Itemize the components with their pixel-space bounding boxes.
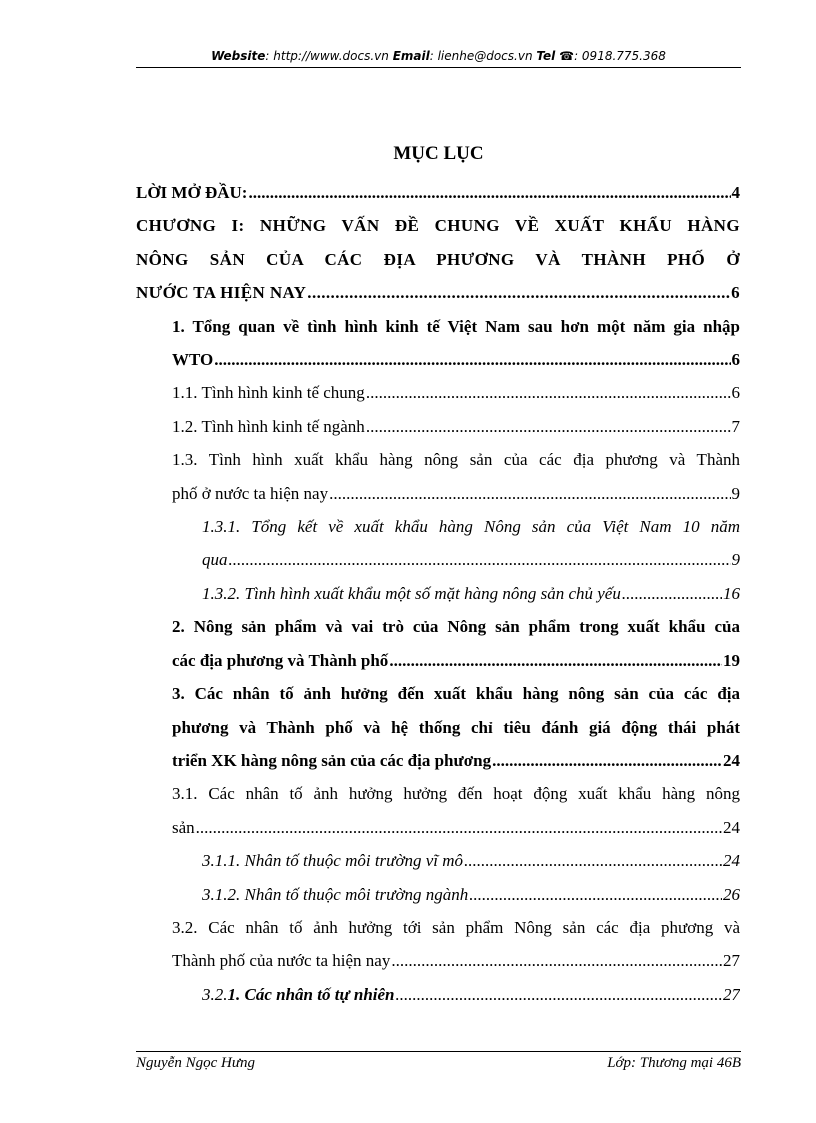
toc-entry-page: 6 <box>731 350 740 370</box>
toc-entry-text: LỜI MỞ ĐẦU: <box>136 183 248 202</box>
toc-entry-text: NƯỚC TA HIỆN NAY <box>136 283 307 303</box>
toc-entry[interactable] <box>136 410 740 443</box>
tel-value: : 0918.775.368 <box>574 49 666 63</box>
page-title: MỤC LỤC <box>393 143 484 164</box>
toc-entry-text: các địa phương và Thành phố <box>172 650 389 670</box>
toc-entry[interactable] <box>136 944 740 977</box>
toc-entry-line[interactable]: 3.2. Các nhân tố ảnh hưởng tới sản phẩm Nông sản các địa phương và <box>172 917 740 937</box>
toc-entry-page: 16 <box>723 583 740 603</box>
toc-entry[interactable] <box>136 376 740 409</box>
toc-entry-text: sản <box>172 817 195 837</box>
email-label: Email <box>392 49 430 63</box>
toc-entry-line[interactable]: 1.3. Tình hình xuất khẩu hàng nông sản của các địa phương và Thành <box>172 450 740 470</box>
toc-entry-line[interactable]: 3. Các nhân tố ảnh hưởng đến xuất khẩu hàng nông sản của các địa <box>172 684 740 704</box>
toc-entry-page: 9 <box>731 483 740 503</box>
toc-entry[interactable] <box>136 543 740 576</box>
toc-entry[interactable] <box>136 744 740 777</box>
page-footer <box>136 1055 741 1072</box>
toc-entry[interactable] <box>136 343 740 376</box>
toc-entry-page: 19 <box>723 650 740 670</box>
toc-entry-prefix: 3.2. <box>202 984 228 1004</box>
website-value: : http://www.docs.vn <box>265 49 389 63</box>
toc-entry-page: 6 <box>731 383 740 403</box>
toc-entry-line[interactable]: CHƯƠNG I: NHỮNG VẤN ĐỀ CHUNG VỀ XUẤT KHẨU HÀNG <box>136 216 740 236</box>
toc-entry[interactable] <box>136 811 740 844</box>
toc-entry-text: WTO <box>172 350 214 370</box>
toc-entry-line[interactable]: NÔNG SẢN CỦA CÁC ĐỊA PHƯƠNG VÀ THÀNH PHỐ Ở <box>136 249 740 269</box>
toc-entry[interactable] <box>136 978 740 1011</box>
toc-entry-line[interactable]: phương và Thành phố và hệ thống chỉ tiêu đánh giá động thái phát <box>172 717 740 737</box>
toc-entry-text: Thành phố của nước ta hiện nay <box>172 951 391 971</box>
toc-entry-page: 27 <box>723 951 740 971</box>
toc-entry-page: 26 <box>723 884 740 904</box>
toc-entry-text: 1.2. Tình hình kinh tế ngành <box>172 416 365 436</box>
email-value: : lienhe@docs.vn <box>429 49 533 63</box>
toc-entry[interactable] <box>136 276 740 309</box>
website-label: Website <box>211 49 266 63</box>
table-of-contents <box>136 176 740 1011</box>
toc-entry-text: 1.1. Tình hình kinh tế chung <box>172 383 365 403</box>
tel-label: Tel <box>536 49 556 63</box>
toc-entry-line[interactable]: 1.3.1. Tổng kết về xuất khẩu hàng Nông sản của Việt Nam 10 năm <box>202 517 740 537</box>
page-header <box>136 46 741 68</box>
footer-class: Lớp: Thương mại 46B <box>607 1055 741 1071</box>
toc-entry-text: triển XK hàng nông sản của các địa phương <box>172 750 492 770</box>
toc-entry-bold-text: 1. Các nhân tố tự nhiên <box>227 984 395 1004</box>
toc-entry-page: 24 <box>723 817 740 837</box>
toc-entry-text: 1.3.2. Tình hình xuất khẩu một số mặt hàng nông sản chủ yếu <box>202 583 621 603</box>
toc-entry-text: 3.1.1. Nhân tố thuộc môi trường vĩ mô <box>202 851 464 871</box>
toc-entry-page: 4 <box>731 183 740 202</box>
toc-entry-page: 6 <box>731 283 740 303</box>
phone-icon: ☎ <box>559 49 575 63</box>
footer-divider <box>136 1051 741 1052</box>
toc-entry[interactable] <box>136 644 740 677</box>
toc-entry-page: 24 <box>723 750 740 770</box>
toc-entry[interactable] <box>136 577 740 610</box>
toc-entry-page: 27 <box>723 984 740 1004</box>
toc-entry[interactable] <box>136 844 740 877</box>
toc-entry[interactable] <box>136 176 740 209</box>
toc-entry-text: phố ở nước ta hiện nay <box>172 483 329 503</box>
toc-entry[interactable] <box>136 878 740 911</box>
toc-entry-text: qua <box>202 550 228 570</box>
toc-entry-page: 24 <box>723 851 740 871</box>
toc-entry-line[interactable]: 1. Tổng quan về tình hình kinh tế Việt Nam sau hơn một năm gia nhập <box>172 316 740 336</box>
toc-entry-page: 9 <box>731 550 740 570</box>
toc-entry-line[interactable]: 3.1. Các nhân tố ảnh hưởng hưởng đến hoạt động xuất khẩu hàng nông <box>172 784 740 804</box>
footer-author: Nguyễn Ngọc Hưng <box>136 1055 255 1071</box>
toc-entry[interactable] <box>136 477 740 510</box>
toc-entry-line[interactable]: 2. Nông sản phẩm và vai trò của Nông sản phẩm trong xuất khẩu của <box>172 617 740 637</box>
toc-entry-text: 3.1.2. Nhân tố thuộc môi trường ngành <box>202 884 469 904</box>
toc-entry-page: 7 <box>731 416 740 436</box>
toc-entry-text <box>202 978 395 1011</box>
